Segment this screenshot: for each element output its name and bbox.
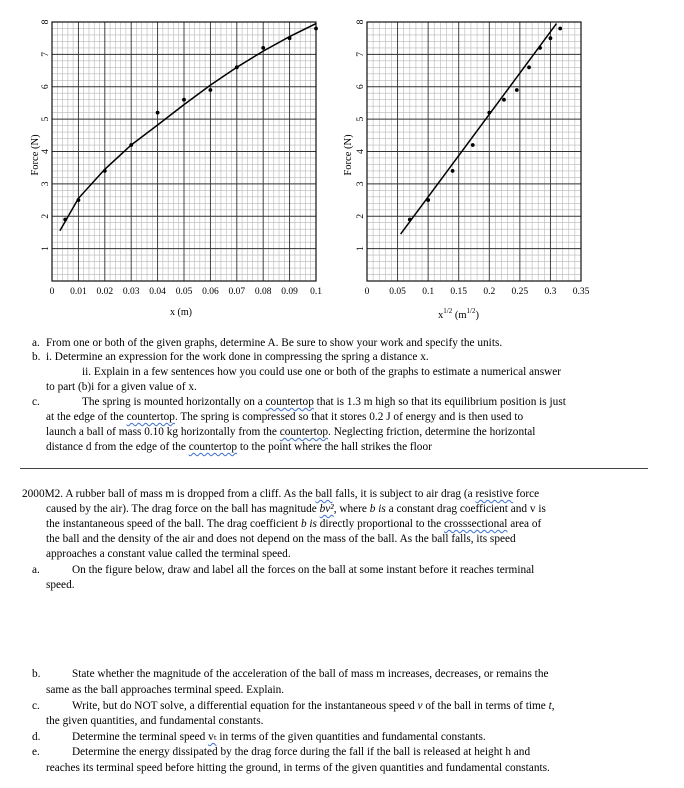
data-point [209,88,213,92]
x-tick-label: 0.01 [70,287,87,297]
data-point [129,143,133,147]
x-tick-label: 0.03 [122,287,140,297]
data-point [487,111,491,115]
chart2-grid [367,22,581,281]
y-tick-label: 6 [356,84,366,90]
y-tick-label: 7 [356,52,366,57]
y-tick-label: 6 [41,84,51,90]
chart2-x-axis-label-text: $x^{1/2}$ $(m^{1/2})$ [438,307,479,321]
p2-part-b-line2: same as the ball approaches terminal speed. Explain. [46,684,285,696]
p2-part-a-line2: speed. [46,579,75,591]
part-b-line2: ii. Explain in a few sentences how you could use one or both of the graphs to estimate a numerical answer [82,366,562,378]
chart2-x-axis-label [438,307,479,321]
problem2-line1: 2000M2. A rubber ball of mass m is dropped from a cliff. As the ball falls, it is subject to air drag (a resistive force [22,488,540,500]
part-b-marker: b. [32,351,41,363]
x-tick-label: 0 [364,287,370,297]
y-tick-label: 4 [356,149,366,154]
problem2-line4: the ball and the density of the air and does not depend on the mass of the ball. As the ball falls, its speed [46,533,516,545]
data-point [558,27,562,31]
x-tick-label: 0.04 [149,287,166,297]
y-tick-label: 4 [41,149,51,154]
part-c-line2: at the edge of the countertop. The spring is compressed so that it stores 0.2 J of energy and is then used to [46,411,524,423]
p2-part-d-marker: d. [32,731,41,743]
p2-part-b-marker: b. [32,668,41,680]
data-point [261,46,265,50]
x-tick-label: 0.1 [422,287,435,297]
data-point [63,218,67,222]
part-b-line1: i. Determine an expression for the work done in compressing the spring a distance x. [46,351,429,363]
y-tick-label: 1 [41,246,51,251]
x-tick-label: 0.1 [310,287,322,297]
p2-part-e-line1: Determine the energy dissipated by the drag force during the fall if the ball is released at height h and [72,746,531,758]
y-tick-label: 3 [356,181,366,187]
data-point [538,46,542,50]
y-tick-label: 8 [41,19,51,25]
x-tick-label: 0.09 [281,287,298,297]
data-point [103,169,107,173]
part-b-line3: to part (b)i for a given value of x. [46,381,197,393]
chart2-y-axis-label: Force (N) [343,134,354,176]
part-c-line3: launch a ball of mass 0.10 kg horizontally from the countertop. Neglecting friction, determine the horizontal [46,426,536,438]
section-divider [20,468,648,469]
part-a-marker: a. [32,337,40,349]
part-c-marker: c. [32,396,40,408]
data-point [314,27,318,31]
x-tick-label: 0.15 [450,287,468,297]
data-point [235,65,239,69]
x-tick-label: 0 [49,287,55,297]
y-tick-label: 2 [356,213,366,219]
part-a-text: From one or both of the given graphs, determine A. Be sure to show your work and specify the units. [46,337,503,349]
x-tick-label: 0.06 [202,287,219,297]
data-point [288,36,292,40]
p2-part-d-line1: Determine the terminal speed vₜ in terms of the given quantities and fundamental constants. [72,731,486,743]
countertop-word: countertop [265,396,314,408]
problem2-line5: approaches a constant value called the terminal speed. [46,548,291,560]
x-tick-label: 0.05 [175,287,193,297]
data-point [451,169,455,173]
x-tick-label: 0.07 [228,287,246,297]
problem-id: 2000M2. [22,488,64,500]
x-tick-label: 0.25 [511,287,529,297]
data-point [549,36,553,40]
p2-part-a-marker: a. [32,564,40,576]
x-tick-label: 0.35 [572,287,590,297]
problem2-line3: the instantaneous speed of the ball. The drag coefficient b is directly proportional to the crosssectional area of [46,518,542,530]
p2-part-b-line1: State whether the magnitude of the acceleration of the ball of mass m increases, decreases, or remains the [72,668,549,680]
data-point [527,65,531,69]
x-tick-label: 0.3 [544,287,557,297]
part-c-line1: The spring is mounted horizontally on a countertop that is 1.3 m high so that its equilibrium position is just [82,396,566,408]
data-point [182,98,186,102]
p2-part-a-line1: On the figure below, draw and label all the forces on the ball at some instant before it reaches terminal [72,564,535,576]
y-tick-label: 7 [41,52,51,57]
fit-line [401,24,557,235]
p2-part-e-line2: reaches its terminal speed before hitting the ground, in terms of the given quantities and fundamental constants. [46,762,550,774]
data-point [515,88,519,92]
data-point [502,98,506,102]
y-tick-label: 1 [356,246,366,251]
data-point [156,111,160,115]
force-vs-x-chart [0,0,330,320]
part-c-line4: distance d from the edge of the countertop to the point where the hall strikes the floor [46,441,432,453]
x-tick-label: 0.08 [254,287,272,297]
y-tick-label: 5 [356,116,366,122]
x-tick-label: 0.02 [96,287,114,297]
data-point [471,143,475,147]
x-tick-label: 0.2 [483,287,496,297]
data-point [426,198,430,202]
p2-part-c-marker: c. [32,700,40,712]
y-tick-label: 2 [41,213,51,219]
p2-part-c-line2: the given quantities, and fundamental constants. [46,715,264,727]
data-point [408,218,412,222]
chart1-x-axis-label: x (m) [170,307,192,318]
chart1-y-axis-label: Force (N) [30,134,41,176]
force-vs-sqrt-x-chart [330,0,620,325]
p2-part-c-line1: Write, but do NOT solve, a differential equation for the instantaneous speed v of the ball in terms of time t, [72,700,555,712]
y-tick-label: 5 [41,116,51,122]
x-tick-label: 0.05 [389,287,406,297]
y-tick-label: 3 [41,181,51,187]
chart1-grid [52,22,316,281]
y-tick-label: 8 [356,19,366,25]
p2-part-e-marker: e. [32,746,40,758]
data-point [77,198,81,202]
problem2-line2: caused by the air). The drag force on the ball has magnitude bv², where b is a constant drag coefficient and v is [46,503,546,515]
